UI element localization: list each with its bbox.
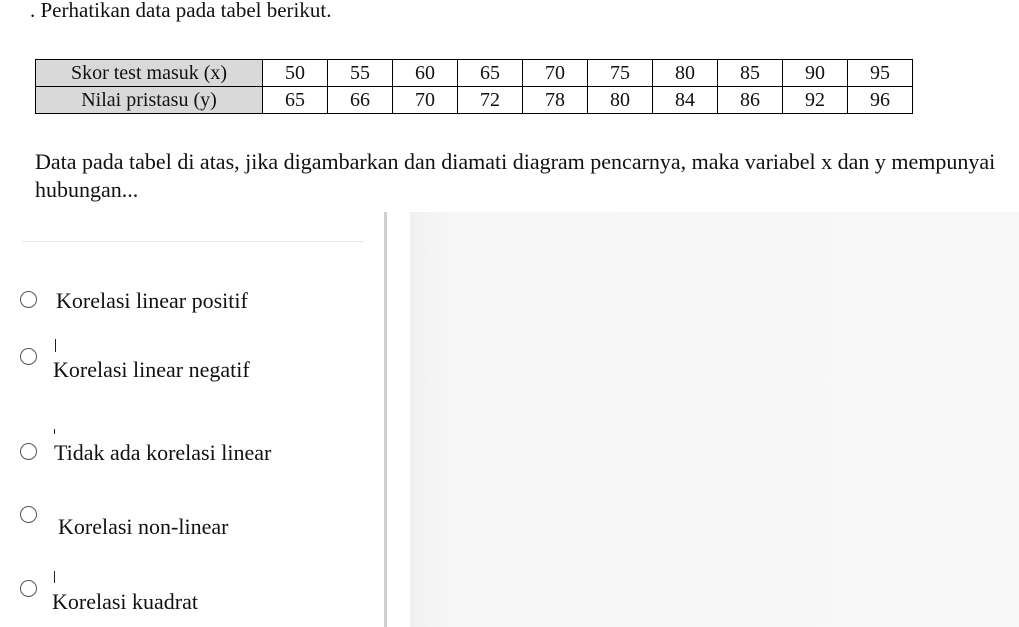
radio-button[interactable] bbox=[20, 580, 37, 597]
option-label: Tidak ada korelasi linear bbox=[54, 440, 272, 465]
table-cell-y: 92 bbox=[783, 87, 848, 114]
divider bbox=[22, 241, 364, 242]
table-row-y bbox=[36, 87, 913, 114]
radio-button[interactable] bbox=[20, 348, 37, 365]
table-cell-y: 70 bbox=[393, 87, 458, 114]
table-cell-x: 65 bbox=[458, 60, 523, 87]
right-panel bbox=[410, 212, 1019, 627]
table-cell-x: 85 bbox=[718, 60, 783, 87]
table-row-x bbox=[36, 60, 913, 87]
table-cell-y: 80 bbox=[588, 87, 653, 114]
table-cell-y: 86 bbox=[718, 87, 783, 114]
option-label: Korelasi linear negatif bbox=[53, 357, 250, 382]
radio-button[interactable] bbox=[20, 291, 37, 308]
option-label: Korelasi non-linear bbox=[58, 514, 229, 539]
table-cell-x: 55 bbox=[328, 60, 393, 87]
table-cell-y: 84 bbox=[653, 87, 718, 114]
data-table bbox=[35, 59, 913, 114]
table-cell-x: 75 bbox=[588, 60, 653, 87]
table-cell-x: 90 bbox=[783, 60, 848, 87]
table-header-x: Skor test masuk (x) bbox=[36, 60, 263, 87]
option-label: Korelasi kuadrat bbox=[52, 589, 198, 614]
text-caret bbox=[54, 571, 55, 583]
table-cell-x: 70 bbox=[523, 60, 588, 87]
table-header-y: Nilai pristasu (y) bbox=[36, 87, 263, 114]
table-cell-y: 65 bbox=[263, 87, 328, 114]
table-cell-y: 78 bbox=[523, 87, 588, 114]
table-cell-x: 60 bbox=[393, 60, 458, 87]
intro-text: . Perhatikan data pada tabel berikut. bbox=[30, 0, 332, 22]
radio-button[interactable] bbox=[20, 506, 37, 523]
vertical-divider bbox=[384, 212, 387, 627]
table-cell-x: 80 bbox=[653, 60, 718, 87]
table-cell-y: 66 bbox=[328, 87, 393, 114]
question-text: Data pada tabel di atas, jika digambarkan dan diamati diagram pencarnya, maka variabel x dan y mempunyai hubungan... bbox=[35, 149, 996, 202]
table-cell-y: 96 bbox=[848, 87, 913, 114]
option-label: Korelasi linear positif bbox=[56, 288, 248, 313]
table-cell-y: 72 bbox=[458, 87, 523, 114]
text-caret bbox=[55, 339, 56, 352]
radio-button[interactable] bbox=[20, 443, 37, 460]
table-cell-x: 50 bbox=[263, 60, 328, 87]
text-caret bbox=[54, 429, 55, 434]
table-cell-x: 95 bbox=[848, 60, 913, 87]
